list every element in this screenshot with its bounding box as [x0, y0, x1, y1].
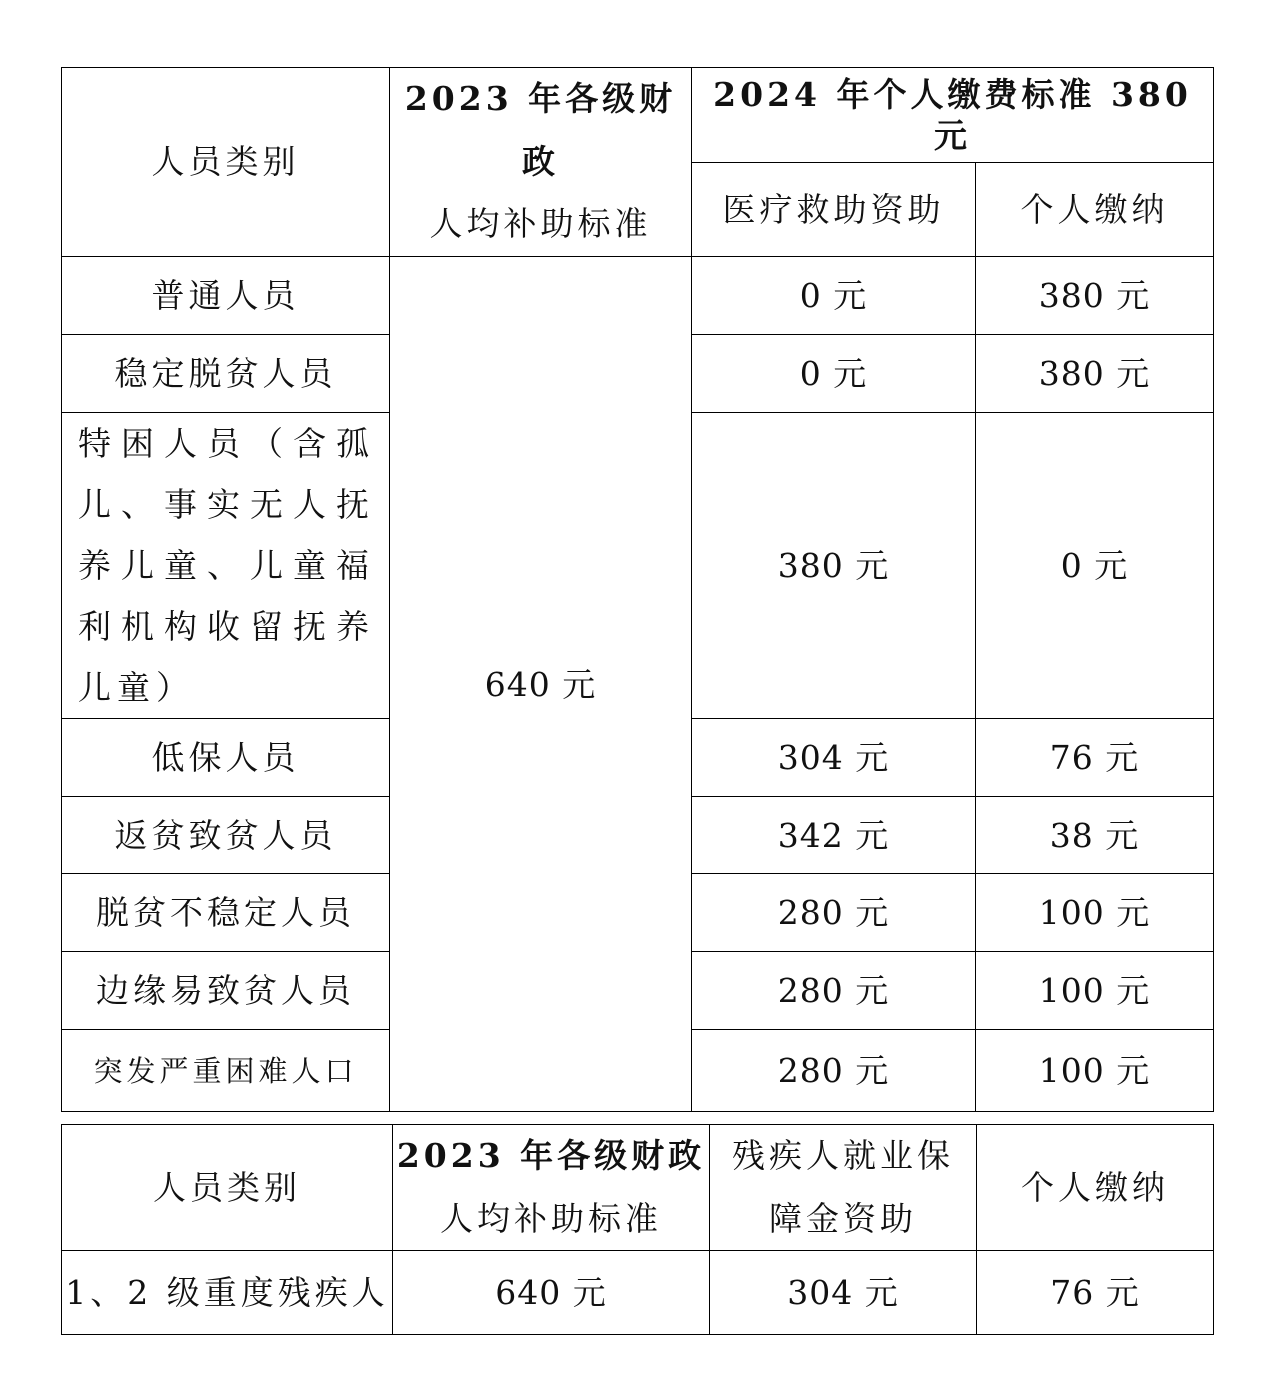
row-medical: 280 元	[692, 952, 976, 1030]
row-medical: 304 元	[692, 719, 976, 797]
row-medical: 280 元	[692, 874, 976, 952]
row-category: 低保人员	[62, 719, 390, 797]
row-personal: 76 元	[977, 1251, 1214, 1335]
header-medical: 医疗救助资助	[692, 163, 976, 257]
row-category: 边缘易致贫人员	[62, 952, 390, 1030]
header-fund-line1: 残疾人就业保	[732, 1136, 954, 1175]
row-personal: 100 元	[976, 874, 1214, 952]
row-medical: 280 元	[692, 1030, 976, 1112]
header-fund-line2: 障金资助	[769, 1198, 917, 1238]
subsidy-value: 640 元	[390, 257, 692, 1112]
row-personal: 38 元	[976, 797, 1214, 874]
row-fund: 304 元	[710, 1251, 977, 1335]
row-personal: 380 元	[976, 335, 1214, 413]
header-subsidy	[393, 1125, 710, 1251]
row-subsidy: 640 元	[393, 1251, 710, 1335]
row-personal: 380 元	[976, 257, 1214, 335]
header-subsidy-line1: 2023 年各级财政	[396, 1136, 706, 1175]
table-row	[62, 1251, 1214, 1335]
disability-table	[61, 1124, 1214, 1335]
row-medical: 0 元	[692, 257, 976, 335]
header-subsidy-line2: 人均补助标准	[440, 1198, 662, 1238]
row-personal: 100 元	[976, 1030, 1214, 1112]
header-subsidy	[390, 68, 692, 257]
header-subsidy-line2: 人均补助标准	[429, 204, 652, 244]
row-personal: 0 元	[976, 413, 1214, 719]
table-row	[62, 257, 1214, 335]
row-personal: 100 元	[976, 952, 1214, 1030]
row-medical: 380 元	[692, 413, 976, 719]
header-category: 人员类别	[62, 68, 390, 257]
row-category: 脱贫不稳定人员	[62, 874, 390, 952]
row-category: 普通人员	[62, 257, 390, 335]
contribution-table	[61, 67, 1214, 1112]
row-medical: 342 元	[692, 797, 976, 874]
row-category: 突发严重困难人口	[62, 1030, 390, 1112]
row-category: 返贫致贫人员	[62, 797, 390, 874]
header-category: 人员类别	[62, 1125, 393, 1251]
row-category: 稳定脱贫人员	[62, 335, 390, 413]
header-personal: 个人缴纳	[977, 1125, 1214, 1251]
header-standard: 2024 年个人缴费标准 380 元	[692, 68, 1214, 163]
header-fund	[710, 1125, 977, 1251]
row-category: 特困人员（含孤儿、事实无人抚养儿童、儿童福利机构收留抚养儿童）	[62, 413, 390, 719]
row-medical: 0 元	[692, 335, 976, 413]
header-personal: 个人缴纳	[976, 163, 1214, 257]
header-subsidy-line1: 2023 年各级财政	[404, 79, 677, 181]
row-category: 1、2 级重度残疾人	[62, 1251, 393, 1335]
row-personal: 76 元	[976, 719, 1214, 797]
